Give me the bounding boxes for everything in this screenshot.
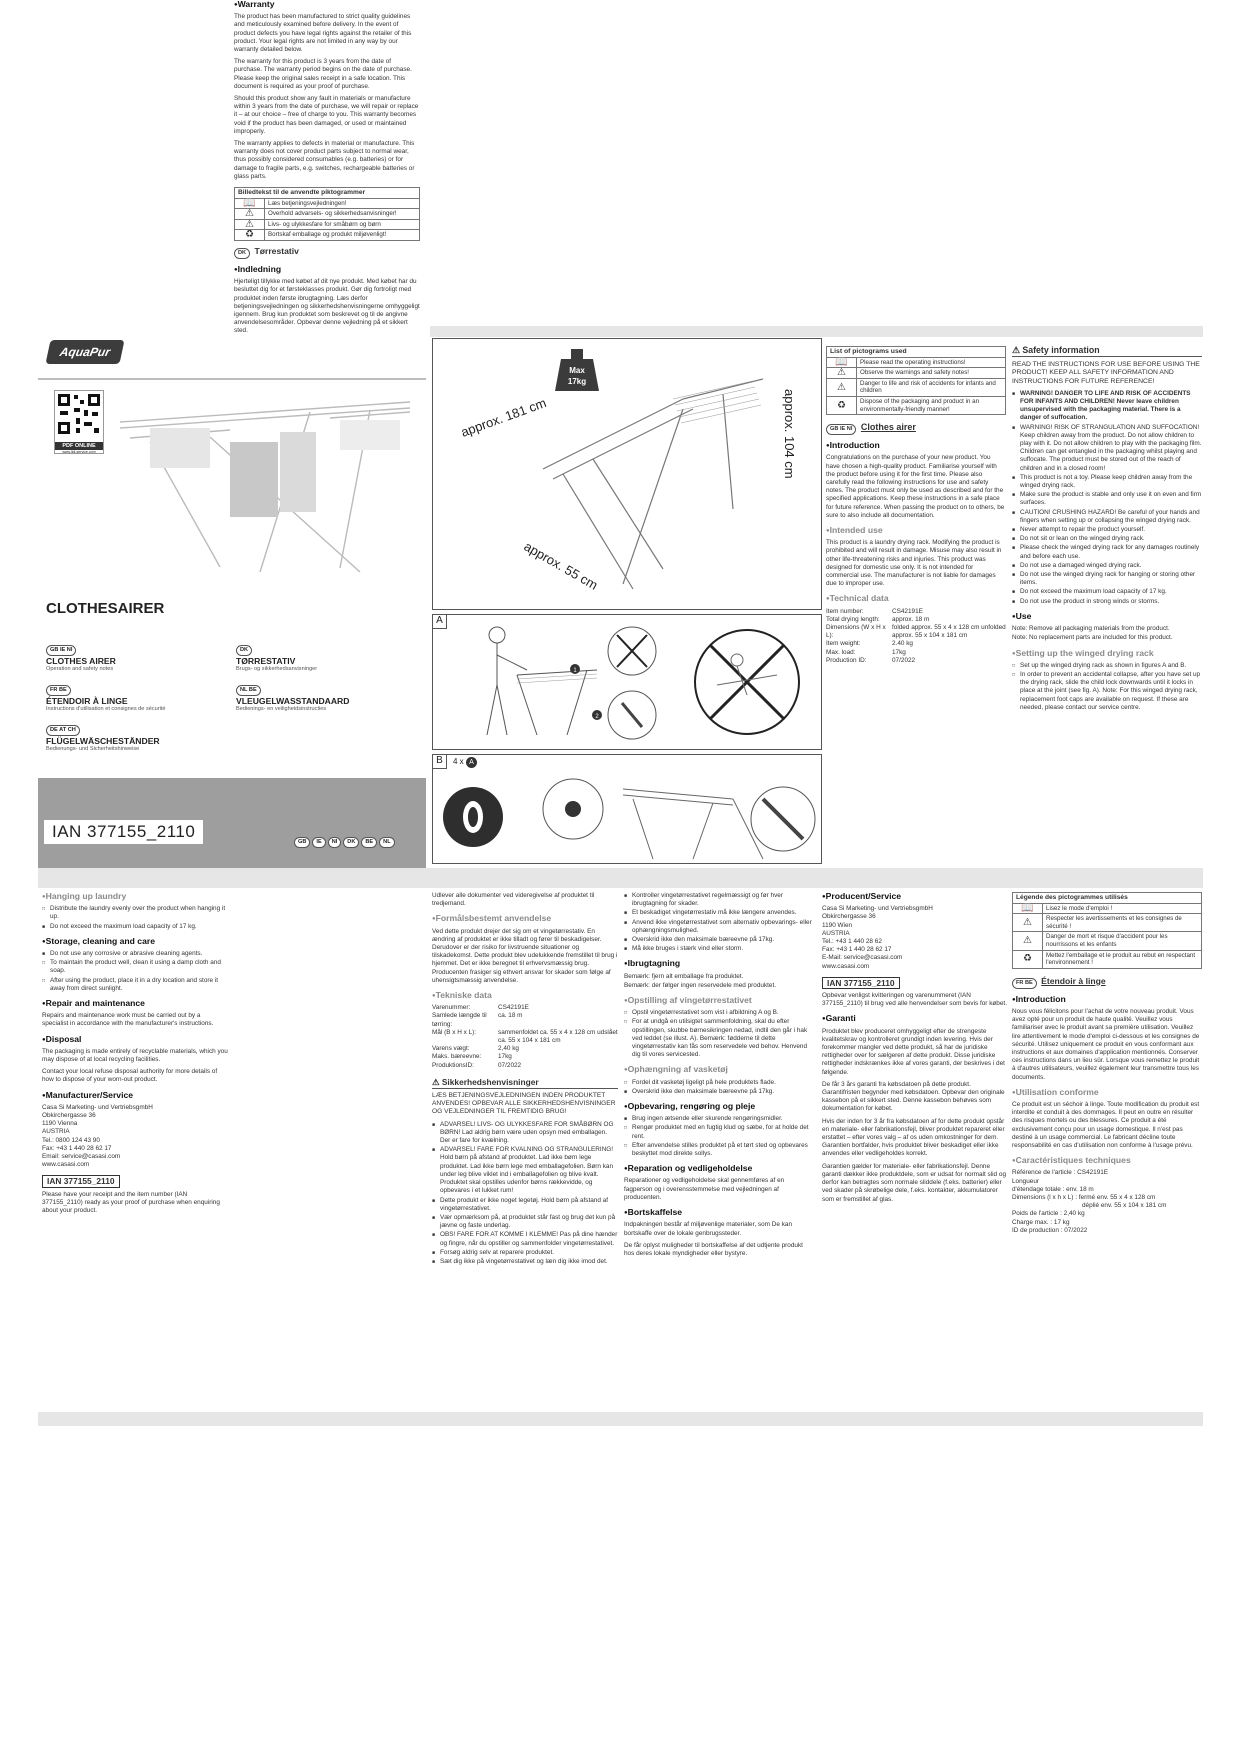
dim-height-label: approx. 104 cm bbox=[782, 389, 797, 479]
fr-pictogram-table bbox=[1012, 892, 1202, 969]
dk-tech-heading: ● Tekniske data bbox=[432, 991, 618, 1000]
address-line[interactable]: www.casasi.com bbox=[42, 1161, 90, 1169]
safety-item: ■ ADVARSEL! LIVS- OG ULYKKESFARE FOR SMÅBØRN OG BØRN! Lad aldrig børn være uden opsyn med emballagen. Der er fare for kvælning. bbox=[432, 1121, 618, 1146]
storage-item: ■ Do not use any corrosive or abrasive cleaning agents. bbox=[42, 950, 228, 958]
dk-safety-list-cont bbox=[624, 892, 814, 953]
tech-line: ID de production : 07/2022 bbox=[1012, 1226, 1088, 1234]
pictogram-text: Danger de mort et risque d'accident pour les nourrissons et les enfants bbox=[1043, 932, 1202, 950]
recycle-icon: ♻ bbox=[1013, 950, 1043, 968]
dk-safety-lead: LÆS BETJENINGSVEJLEDNINGEN INDEN PRODUKTET ANVENDES! OPBEVAR ALLE SIKKERHEDSHENVISNINGER OG VEJLEDNINGER TIL FREMTIDIG BRUG! bbox=[432, 1092, 616, 1116]
address-line: 1190 Wien bbox=[822, 921, 853, 929]
safety-item: ■ Do not use the winged drying rack for hanging or storing other items. bbox=[1012, 571, 1202, 587]
figure-a bbox=[432, 614, 822, 750]
en-safety-lead: READ THE INSTRUCTIONS FOR USE BEFORE USING THE PRODUCT! KEEP ALL SAFETY INFORMATION AND INSTRUCTIONS FOR FUTURE REFERENCE! bbox=[1012, 361, 1200, 385]
safety-item: ■ Please check the winged drying rack for any damages routinely and before each use. bbox=[1012, 544, 1202, 560]
address-line: Casa Si Marketing- und VertriebsgmbH bbox=[42, 1103, 153, 1111]
rack-dimensions-drawing bbox=[433, 339, 821, 609]
top-band bbox=[430, 326, 1203, 337]
dk-ian-box: IAN 377155_2110 bbox=[822, 977, 900, 989]
fr-intended-heading: ● Utilisation conforme bbox=[1012, 1088, 1202, 1097]
dk-warranty-heading: ● Garanti bbox=[822, 1014, 1008, 1023]
address-line: AUSTRIA bbox=[42, 1128, 70, 1136]
safety-item: ■ Forsøg aldrig selv at reparere produktet. bbox=[432, 1249, 618, 1257]
lang-sub: Brugs- og sikkerhedsanvisninger bbox=[236, 666, 318, 672]
pictogram-text: Lisez le mode d'emploi ! bbox=[1043, 903, 1202, 914]
tech-value: 07/2022 bbox=[892, 656, 916, 664]
lang-name: VLEUGELWASSTANDAARD bbox=[236, 696, 350, 706]
brand-logo-text: AquaPur bbox=[58, 345, 112, 359]
safety-item: ■ Never attempt to repair the product yourself. bbox=[1012, 526, 1202, 534]
country-code: BE bbox=[361, 837, 377, 848]
lower-col-5 bbox=[822, 892, 1008, 1208]
lower-col-3 bbox=[432, 892, 618, 1267]
tech-key: Varens vægt: bbox=[432, 1045, 470, 1053]
safety-item: ■ Overskrid ikke den maksimale bæreevne på 17kg. bbox=[624, 936, 814, 944]
dk-intended-text: Ved dette produkt drejer det sig om et vingetørrestativ. En ændring af produktet er ikke tilladt og fører til beskadigelser. Derudover er der risiko for livstruende situationer og tilskadekomst. Dette produkt blev udelukkende fremstillet til brug i hjemmet. Det er ikke beregnet til erhvervsmæssig brug. Producenten frasiger sig ethvert ansvar for skader som følge af uhensigtsmæssig anvendelse. bbox=[432, 927, 618, 984]
tech-value: CS42191E bbox=[892, 607, 923, 615]
count-badge: A bbox=[466, 757, 477, 768]
storage-item: □ To maintain the product well, clean it using a damp cloth and soap. bbox=[42, 959, 228, 975]
safety-item: ■ Dette produkt er ikke noget legetøj. Hold børn på afstand af vingetørrestativet. bbox=[432, 1197, 618, 1213]
warranty-paragraph: Should this product show any fault in materials or manufacture within 3 years from the date of purchase, we will repair or replace it – at our choice – free of charge to you. This warranty becomes void if the product has been damaged, or used or maintained improperly. bbox=[234, 95, 419, 135]
drying-rack-photo bbox=[110, 382, 426, 578]
fr-section-title bbox=[1012, 977, 1202, 989]
warning-icon: ⚠ bbox=[235, 209, 265, 220]
safety-item: ■ ADVARSEL! FARE FOR KVALNING OG STRANGULERING! Hold børn på afstand af produktet. Lad ikke børn lege produktet. Lad ikke børn lege med emballagefolien. Børn kan under leg blive viklet ind i emballagefolien og blive kvalt. Produktet skal opstilles udenfor børns rækkevidde, og opbevares i et lukket rum! bbox=[432, 1146, 618, 1195]
lang-sub: Instructions d'utilisation et consignes de sécurité bbox=[46, 706, 166, 712]
address-line: 1190 Vienna bbox=[42, 1120, 78, 1128]
dk-title: Tørrestativ bbox=[254, 246, 299, 257]
book-icon: 📖 bbox=[235, 198, 265, 209]
dk-intended-heading: ● Formålsbestemt anvendelse bbox=[432, 914, 618, 923]
dk-intro-heading: ● Indledning bbox=[234, 265, 420, 274]
lang-fr bbox=[46, 678, 236, 712]
dk-manu-heading: ● Producent/Service bbox=[822, 892, 1008, 901]
dk-storage-list bbox=[624, 1115, 814, 1158]
tech-line: Longueur bbox=[1012, 1177, 1040, 1185]
figure-b bbox=[432, 754, 822, 864]
foot-cap-illustration bbox=[433, 769, 821, 863]
en-intended-heading: ● Intended use bbox=[826, 526, 1006, 535]
pictogram-text: Dispose of the packaging and product in an environmentally-friendly manner! bbox=[857, 396, 1006, 414]
tech-key: Total drying length: bbox=[826, 615, 880, 623]
dk-repair-text: Reparationer og vedligeholdelse skal gennemføres af en fagperson og i overensstemmelse med vejledningen af producenten. bbox=[624, 1177, 785, 1201]
tech-line: d'étendage totale : env. 18 m bbox=[1012, 1185, 1094, 1193]
tech-value: 07/2022 bbox=[498, 1061, 522, 1069]
lang-gb bbox=[46, 638, 236, 672]
tech-key: Varenummer: bbox=[432, 1004, 471, 1012]
cover-rule bbox=[38, 378, 426, 380]
en-use-heading: ● Use bbox=[1012, 612, 1202, 621]
tech-key: Mål (B x H x L): bbox=[432, 1028, 477, 1036]
en-repair-text: Repairs and maintenance work must be carried out by a specialist in accordance with the manufacturer's instructions. bbox=[42, 1012, 214, 1028]
safety-item: ■ This product is not a toy. Please keep children away from the winged drying rack. bbox=[1012, 474, 1202, 490]
dk-safety-list bbox=[432, 1121, 618, 1266]
cover-panel bbox=[38, 338, 426, 868]
lang-flags: FR BE bbox=[46, 685, 71, 696]
step-badge: 2 bbox=[595, 714, 599, 720]
en-storage-heading: ● Storage, cleaning and care bbox=[42, 937, 228, 946]
address-line: Fax: +43 1 440 28 62 17 bbox=[42, 1144, 112, 1152]
dk-pictogram-table bbox=[234, 187, 420, 241]
tech-value: 2.40 kg bbox=[892, 640, 913, 648]
en-hanging-heading: ● Hanging up laundry bbox=[42, 892, 228, 901]
address-line: Tel.: +43 1 440 28 62 bbox=[822, 938, 882, 946]
qr-code-icon bbox=[55, 391, 103, 437]
lang-dk bbox=[236, 638, 426, 672]
lang-de bbox=[46, 718, 236, 752]
address-line: Obkirchergasse 36 bbox=[42, 1112, 96, 1120]
lower-col-1 bbox=[42, 892, 228, 1219]
dk-safety-heading-row bbox=[432, 1078, 618, 1089]
recycle-icon: ♻ bbox=[235, 230, 265, 241]
tech-key: Item number: bbox=[826, 607, 864, 615]
tech-line: Charge max. : 17 kg bbox=[1012, 1218, 1070, 1226]
dk-section-title bbox=[234, 247, 420, 259]
safety-item: ■ Anvend ikke vingetørrestativet som alternativ opbevarings- eller ophængningsmulighed. bbox=[624, 919, 814, 935]
en-column-a bbox=[826, 346, 1006, 665]
country-codes bbox=[294, 830, 397, 848]
tech-line: Poids de l'article : 2,40 kg bbox=[1012, 1210, 1085, 1218]
fr-intended-text: Ce produit est un séchoir à linge. Toute modification du produit est interdite et conduit à des dommages. Il peut en outre en résulter des risques mortels ou des blessures. Ce produit a été exclusivement conçu pour un usage domestique. Il n'est pas destiné à un usage commercial. Le fabricant décline toute responsabilité en cas d'utilisation non conforme à l'usage prévu. bbox=[1012, 1100, 1200, 1149]
safety-item: ■ Make sure the product is stable and only use it on even and firm surfaces. bbox=[1012, 491, 1202, 507]
pictogram-table bbox=[826, 346, 1006, 415]
en-disposal-text-2: Contact your local refuse disposal authority for more details of how to dispose of your worn-out product. bbox=[42, 1068, 218, 1084]
en-flags: GB IE NI bbox=[826, 424, 856, 435]
dk-repair-heading: ● Reparation og vedligeholdelse bbox=[624, 1164, 814, 1173]
hanging-item: ■ Overskrid ikke den maksimale bæreevne på 17kg. bbox=[624, 1088, 814, 1096]
address-line[interactable]: Email: service@casasi.com bbox=[42, 1153, 121, 1161]
en-safety-heading: Safety information bbox=[1022, 345, 1100, 355]
tech-value: 2,40 kg bbox=[498, 1045, 519, 1053]
fr-intro-heading: ● Introduction bbox=[1012, 995, 1202, 1004]
warranty-paragraph: De får 3 års garanti fra købsdatoen på dette produkt. Garantifristen begynder med købsdatoen. Opbevar den originale kassebon på et sikkert sted. Denne kassebon behøves som dokumentation for købet. bbox=[822, 1080, 1005, 1113]
pictogram-text: Læs betjeningsvejledningen! bbox=[265, 198, 420, 209]
country-code: IE bbox=[312, 837, 325, 848]
en-tech-heading: ● Technical data bbox=[826, 594, 1006, 603]
address-line[interactable]: E-Mail: service@casasi.com bbox=[822, 954, 903, 962]
safety-item: ■ Do not sit or lean on the winged drying rack. bbox=[1012, 535, 1202, 543]
dk-hanging-heading: ● Ophængning af vasketøj bbox=[624, 1065, 814, 1074]
lang-sub: Operation and safety notes bbox=[46, 666, 114, 672]
en-intended-text: This product is a laundry drying rack. Modifying the product is prohibited and will result in damage. Misuse may also result in other life-threatening risks and injuries. This product was designed for domestic use only. It is not intended for commercial use. The manufacturer is not liable for damages due to improper use. bbox=[826, 539, 1002, 588]
fr-intro-text: Nous vous félicitons pour l'achat de votre nouveau produit. Vous avez opté pour un produit de haute qualité. Veuillez vous familiariser avec le produit avant sa première utilisation. Veuillez lire attentivement le mode d'emploi ci-dessous et les consignes de sécurité. Utilisez uniquement ce produit en vous conformant aux instructions et aux domaines d'application mentionnés. Conserver ces instructions dans un lieu sûr. Lorsque vous remettez le produit à d'autres utilisateurs, veuillez également leur transmettre tous les documents. bbox=[1012, 1007, 1200, 1081]
safety-item: ■ Kontroller vingetørrestativet regelmæssigt og før hver ibrugtagning for skader. bbox=[624, 892, 814, 908]
tech-value: 17kg bbox=[892, 648, 906, 656]
dk-disposal-heading: ● Bortskaffelse bbox=[624, 1208, 814, 1217]
country-code: GB bbox=[294, 837, 310, 848]
dk-safety-heading: Sikkerhedshenvisninger bbox=[441, 1076, 539, 1087]
address-line[interactable]: www.casasi.com bbox=[822, 962, 870, 970]
hanging-item: □ Distribute the laundry evenly over the product when hanging it up. bbox=[42, 905, 228, 921]
brand-logo bbox=[45, 340, 124, 364]
fr-tech-list bbox=[1012, 1169, 1202, 1235]
middle-band bbox=[38, 868, 1203, 888]
tech-key: Samlede længde til tørring: bbox=[432, 1012, 487, 1028]
figure-b-count bbox=[453, 757, 477, 768]
lower-col-6 bbox=[1012, 892, 1202, 1235]
pictogram-row bbox=[827, 378, 1006, 396]
qr-code[interactable] bbox=[54, 390, 104, 454]
tech-key: Production ID: bbox=[826, 656, 867, 664]
lang-name: FLÜGELWÄSCHESTÄNDER bbox=[46, 736, 160, 746]
warranty-paragraph: Hvis der inden for 3 år fra købsdatoen af for dette produkt opstår en materiale- eller fabrikationsfejl, bliver produktet repareret eller erstattet – efter vores valg – af os uden omkostninger for dem. Garantien bortfalder, hvis produktet bliver beskadiget eller ikke anvendes eller vedligeholdes korrekt. bbox=[822, 1117, 1005, 1158]
en-intro-text: Congratulations on the purchase of your new product. You have chosen a high-quality product. Familiarise yourself with the product before using it for the first time. Please also carefully read the following instructions for use and safety notes. The product must only be used as described and for the specified applications. Keep these instructions in a safe place for future reference. When passing the product on to others, be sure to also include all documentation. bbox=[826, 454, 1005, 519]
en-manu-address bbox=[42, 1104, 228, 1170]
country-code: NI bbox=[328, 837, 342, 848]
safety-item: ■ Et beskadiget vingetørrestativ må ikke længere anvendes. bbox=[624, 909, 814, 917]
setup-step: □ Set up the winged drying rack as shown in figures A and B. bbox=[1012, 662, 1202, 670]
book-icon: 📖 bbox=[1013, 903, 1043, 914]
ian-label: IAN 377155_2110 bbox=[44, 820, 203, 844]
address-line: Obkirchergasse 36 bbox=[822, 913, 876, 921]
address-line: Fax: +43 1 440 28 62 17 bbox=[822, 946, 892, 954]
pictogram-text: Respecter les avertissements et les consignes de sécurité ! bbox=[1043, 914, 1202, 932]
pictogram-text: Please read the operating instructions! bbox=[857, 357, 1006, 368]
safety-item: ■ OBS! FARE FOR AT KOMME I KLEMME! Pas på dine hænder og fingre, når du opstiller og sammenfolder vingetørrestativet. bbox=[432, 1231, 618, 1247]
warranty-paragraph: The warranty applies to defects in material or manufacture. This warranty does not cover product parts subject to normal wear, thus possibly considered consumables (e.g. batteries) or for damage to fragile parts, e.g. switches, rechargeable batteries or glass parts. bbox=[234, 140, 415, 180]
en-column-b bbox=[1012, 346, 1202, 713]
pictogram-text: Danger to life and risk of accidents for infants and children bbox=[857, 378, 1006, 396]
child-warning-icon: ⚠ bbox=[827, 378, 857, 396]
safety-item: ■ Do not use a damaged winged drying rack. bbox=[1012, 562, 1202, 570]
warning-icon: ⚠ bbox=[1013, 914, 1043, 932]
pictogram-text: Observe the warnings and safety notes! bbox=[857, 368, 1006, 379]
lower-col-4 bbox=[624, 892, 814, 1262]
address-line: Casa Si Marketing- und VertriebsgmbH bbox=[822, 905, 933, 913]
tech-value: sammenfoldet ca. 55 x 4 x 128 cm udslået ca. 55 x 104 x 181 cm bbox=[498, 1028, 618, 1045]
tech-key: Dimensions (W x H x L): bbox=[826, 624, 886, 640]
setup-step: □ In order to prevent an accidental collapse, after you have set up the drying rack, slide the child lock downwards until it locks in place at the joint (see fig. A). Note: For this winged drying rack, replacement foot caps are available on request. If these are needed, please contact our service centre. bbox=[1012, 671, 1202, 712]
en-disposal-heading: ● Disposal bbox=[42, 1035, 228, 1044]
en-hanging-list bbox=[42, 905, 228, 931]
dk-manu-address bbox=[822, 905, 1008, 971]
dim-width-label: approx. 55 cm bbox=[521, 538, 601, 593]
tech-key: ProduktionsID: bbox=[432, 1061, 474, 1069]
dk-flag: DK bbox=[234, 248, 250, 259]
count-text: 4 x bbox=[453, 757, 464, 766]
pictogram-text: Livs- og ulykkesfare for småbørn og børn bbox=[265, 219, 420, 230]
en-manu-heading: ● Manufacturer/Service bbox=[42, 1091, 228, 1100]
lang-sub: Bedienungs- und Sicherheitshinweise bbox=[46, 746, 140, 752]
address-line: AUSTRIA bbox=[822, 929, 850, 937]
dk-ian-note: Opbevar venligst kvitteringen og varenummeret (IAN 377155_2110) til brug ved alle henvendelser som bevis for købet. bbox=[822, 992, 1007, 1008]
dk-col3-top: Udlever alle dokumenter ved videregivelse af produktet til tredjemand. bbox=[432, 892, 595, 908]
safety-item: ■ WARNING! RISK OF STRANGULATION AND SUFFOCATION! Keep children away from the product. Do not allow children to play with it. Do not allow children to play with the packaging film. Children can get entangled in the packaging whilst playing and suffocate. The product must be stored out of the reach of children and in a closed room! bbox=[1012, 424, 1202, 473]
book-icon: 📖 bbox=[827, 357, 857, 368]
storage-item: □ Rengør produktet med en fugtig klud og sæbe, for at holde det rent. bbox=[624, 1124, 814, 1140]
hanging-item: ■ Do not exceed the maximum load capacity of 17 kg. bbox=[42, 923, 228, 931]
address-line: Tel.: 0800 124 43 90 bbox=[42, 1136, 100, 1144]
en-disposal-text: The packaging is made entirely of recyclable materials, which you may dispose of at local recycling facilities. bbox=[42, 1047, 228, 1064]
en-warranty-heading: ● Warranty bbox=[234, 0, 420, 9]
lang-nl bbox=[236, 678, 426, 712]
tech-line: Dimensions (l x h x L) : fermé env. 55 x 4 x 128 cm bbox=[1012, 1194, 1156, 1202]
dk-tech-table bbox=[432, 1004, 618, 1070]
en-repair-heading: ● Repair and maintenance bbox=[42, 999, 228, 1008]
lang-flags: GB IE NI bbox=[46, 645, 76, 656]
bottom-band bbox=[38, 1412, 1203, 1426]
tech-key: Maks. bæreevne: bbox=[432, 1053, 482, 1061]
dk-intro-text: Hjerteligt tillykke med købet af dit nye produkt. Med købet har du besluttet dig for et førsteklasses produkt. Gør dig fortroligt med produktet inden første ibrugtagning. Læs derfor betjeningsvejledningen og sikkerhedshenvisningerne omhyggeligt igennem. Brug kun produktet som beskrevet og til de angivne anvendelsesområder. Opbevar denne vejledning på et sikkert sted. bbox=[234, 278, 420, 335]
tech-value: ca. 18 m bbox=[498, 1012, 523, 1020]
pictogram-row bbox=[827, 396, 1006, 414]
tech-line: déplié env. 55 x 104 x 181 cm bbox=[1082, 1202, 1167, 1210]
setup-step: □ For at undgå en utilsigtet sammenfoldning, skal du efter opstillingen, skubbe børnesikringen nedad, indtil den går i hak ved leddet (se illust. A). Bemærk: fødderne til dette vingetørrestativ kan fås som reservedele ved behov. Henvend dig til vores servicested. bbox=[624, 1018, 814, 1059]
en-tech-table bbox=[826, 608, 1006, 665]
max-value: 17kg bbox=[567, 377, 587, 386]
warning-icon: ⚠ bbox=[827, 368, 857, 379]
country-code: DK bbox=[343, 837, 359, 848]
step-badge: 1 bbox=[573, 668, 577, 674]
setup-illustration bbox=[447, 615, 821, 749]
lang-sub: Bedienings- en veiligheidsinstructies bbox=[236, 706, 327, 712]
fr-flags: FR BE bbox=[1012, 978, 1037, 989]
storage-item: □ After using the product, place it in a dry location and store it away from direct sunlight. bbox=[42, 977, 228, 993]
fr-pictogram-title: Légende des pictogrammes utilisés bbox=[1013, 893, 1202, 904]
warning-icon: ⚠ bbox=[432, 1076, 440, 1087]
dk-disposal-text: Indpakningen består af miljøvenlige materialer, som De kan bortskaffe over de lokale genbrugssteder. bbox=[624, 1221, 793, 1237]
safety-item: ■ WARNING! DANGER TO LIFE AND RISK OF ACCIDENTS FOR INFANTS AND CHILDREN! Never leave children unsupervised with the packaging material. There is a danger of suffocation. bbox=[1012, 390, 1202, 423]
pictogram-table-title: List of pictograms used bbox=[827, 347, 1006, 358]
child-warning-icon: ⚠ bbox=[235, 219, 265, 230]
en-section-title bbox=[826, 423, 1006, 435]
en-title: Clothes airer bbox=[860, 422, 916, 433]
dk-pictogram-title: Billedtekst til de anvendte piktogrammer bbox=[235, 188, 420, 199]
hanging-item: □ Fordel dit vasketøj ligeligt på hele produktets flade. bbox=[624, 1079, 814, 1087]
warranty-paragraph: Produktet blev produceret omhyggeligt efter de strengeste kvalitetskrav og kontrolleret grundigt inden levering. Hvis der forekommer mangler ved dette produkt, så har de juridiske rettigheder over for sælgeren af dette produkt. Disse juridiske rettigheder indskrænkes ikke af vores garanti, der beskrives i det følgende. bbox=[822, 1027, 1005, 1076]
dk-setup-list bbox=[624, 1009, 814, 1059]
lang-flags: DK bbox=[236, 645, 252, 656]
qr-url: www.lidl-service.com bbox=[62, 450, 96, 454]
dim-length-label: approx. 181 cm bbox=[458, 395, 549, 440]
setup-step: □ Opstil vingetørrestativet som vist i afbildning A og B. bbox=[624, 1009, 814, 1017]
lang-name: CLOTHES AIRER bbox=[46, 656, 116, 666]
pictogram-row bbox=[827, 368, 1006, 379]
tech-value: folded approx. 55 x 4 x 128 cm unfolded approx. 55 x 104 x 181 cm bbox=[892, 624, 1006, 640]
safety-item: ■ Do not use the product in strong winds or storms. bbox=[1012, 598, 1202, 606]
storage-item: □ Efter anvendelse stilles produktet på et tørt sted og opbevares beskyttet mod direkte sollys. bbox=[624, 1142, 814, 1158]
lang-flags: NL BE bbox=[236, 685, 261, 696]
language-grid bbox=[46, 638, 426, 752]
en-ian-note: Please have your receipt and the item number (IAN 377155_2110) ready as your proof of purchase when enquiring about your product. bbox=[42, 1190, 220, 1215]
tech-key: Max. load: bbox=[826, 648, 856, 656]
tech-value: approx. 18 m bbox=[892, 615, 930, 623]
warning-icon: ⚠ bbox=[1012, 345, 1020, 355]
lang-name: ÉTENDOIR À LINGE bbox=[46, 696, 128, 706]
warranty-paragraph: The warranty for this product is 3 years from the date of purchase. The warranty period begins on the date of purchase. Please keep the original sales receipt in a safe location. This document is required as your proof of purchase. bbox=[234, 58, 412, 90]
safety-item: ■ Må ikke bruges i stærk vind eller storm. bbox=[624, 945, 814, 953]
safety-item: ■ Sæt dig ikke på vingetørrestativet og læn dig ikke imod det. bbox=[432, 1258, 618, 1266]
lang-name: TØRRESTATIV bbox=[236, 656, 296, 666]
max-label: Max bbox=[569, 366, 585, 375]
dk-use-note: Bemærk: der følger ingen reservedele med produktet. bbox=[624, 981, 777, 989]
safety-item: ■ CAUTION! CRUSHING HAZARD! Be careful of your hands and fingers when setting up or collapsing the winged drying rack. bbox=[1012, 509, 1202, 525]
qr-label: PDF ONLINE bbox=[55, 442, 103, 450]
dk-use-note: Bemærk: fjern alt emballage fra produktet. bbox=[624, 972, 744, 980]
lang-flags: DE AT CH bbox=[46, 725, 80, 736]
en-safety-heading-row bbox=[1012, 346, 1202, 357]
lower-col-2 bbox=[234, 0, 420, 340]
cover-grey-block bbox=[38, 778, 426, 868]
pictogram-text: Overhold advarsels- og sikkerhedsanvisninger! bbox=[265, 209, 420, 220]
tech-key: Item weight: bbox=[826, 640, 861, 648]
safety-item: ■ Do not exceed the maximum load capacity of 17 kg. bbox=[1012, 588, 1202, 596]
figure-b-label: B bbox=[433, 755, 447, 769]
en-intro-heading: ● Introduction bbox=[826, 441, 1006, 450]
en-storage-list bbox=[42, 950, 228, 993]
en-safety-list bbox=[1012, 390, 1202, 606]
en-ian-box: IAN 377155_2110 bbox=[42, 1175, 120, 1187]
dk-setup-heading: ● Opstilling af vingetørrestativet bbox=[624, 996, 814, 1005]
pictogram-text: Bortskaf emballage og produkt miljøvenligt! bbox=[265, 230, 420, 241]
warranty-paragraph: The product has been manufactured to strict quality guidelines and meticulously examined before delivery. In the event of product defects you have legal rights against the retailer of this product. Your legal rights are not limited in any way by our warranty detailed below. bbox=[234, 13, 412, 54]
dk-hanging-list bbox=[624, 1079, 814, 1096]
dk-use-heading: ● Ibrugtagning bbox=[624, 959, 814, 968]
tech-value: 17kg bbox=[498, 1053, 512, 1061]
warranty-paragraph: Garantien gælder for materiale- eller fabrikationsfejl. Denne garanti dækker ikke produktdele, som er udsat for normalt slid og derfor kan betragtes som normale sliddele (f.eks. batterier) eller ved skader på skrøbelige dele, f.eks. kontakter, akkumulatorer som er fremstillet af glas. bbox=[822, 1162, 1006, 1203]
child-warning-icon: ⚠ bbox=[1013, 932, 1043, 950]
storage-item: ■ Brug ingen ætsende eller skurende rengøringsmidler. bbox=[624, 1115, 814, 1123]
fr-title: Étendoir à linge bbox=[1041, 975, 1106, 986]
pictogram-text: Mettez l'emballage et le produit au rebut en respectant l'environnement ! bbox=[1043, 950, 1202, 968]
country-code: NL bbox=[379, 837, 394, 848]
tech-line: Référence de l'article : CS42191E bbox=[1012, 1169, 1109, 1177]
pictogram-row bbox=[827, 357, 1006, 368]
fr-tech-heading: ● Caractéristiques techniques bbox=[1012, 1156, 1202, 1165]
en-setup-list bbox=[1012, 662, 1202, 712]
dk-disposal-text-2: De får oplyst muligheder til bortskaffelse af det udtjente produkt hos deres lokale myndigheder eller bystyre. bbox=[624, 1241, 803, 1257]
figure-a-label: A bbox=[433, 615, 447, 629]
tech-value: CS42191E bbox=[498, 1004, 529, 1012]
en-use-note: Note: Remove all packaging materials from the product. bbox=[1012, 625, 1170, 633]
en-use-note: Note: No replacement parts are included for this product. bbox=[1012, 634, 1173, 642]
recycle-icon: ♻ bbox=[827, 396, 857, 414]
dk-storage-heading: ● Opbevaring, rengøring og pleje bbox=[624, 1102, 814, 1111]
dimension-figure bbox=[432, 338, 822, 610]
cover-title: CLOTHESAIRER bbox=[46, 600, 165, 617]
safety-item: ■ Vær opmærksom på, at produktet står fast og brug det kun på jævne og faste underlag. bbox=[432, 1214, 618, 1230]
en-setup-heading: ● Setting up the winged drying rack bbox=[1012, 649, 1202, 658]
